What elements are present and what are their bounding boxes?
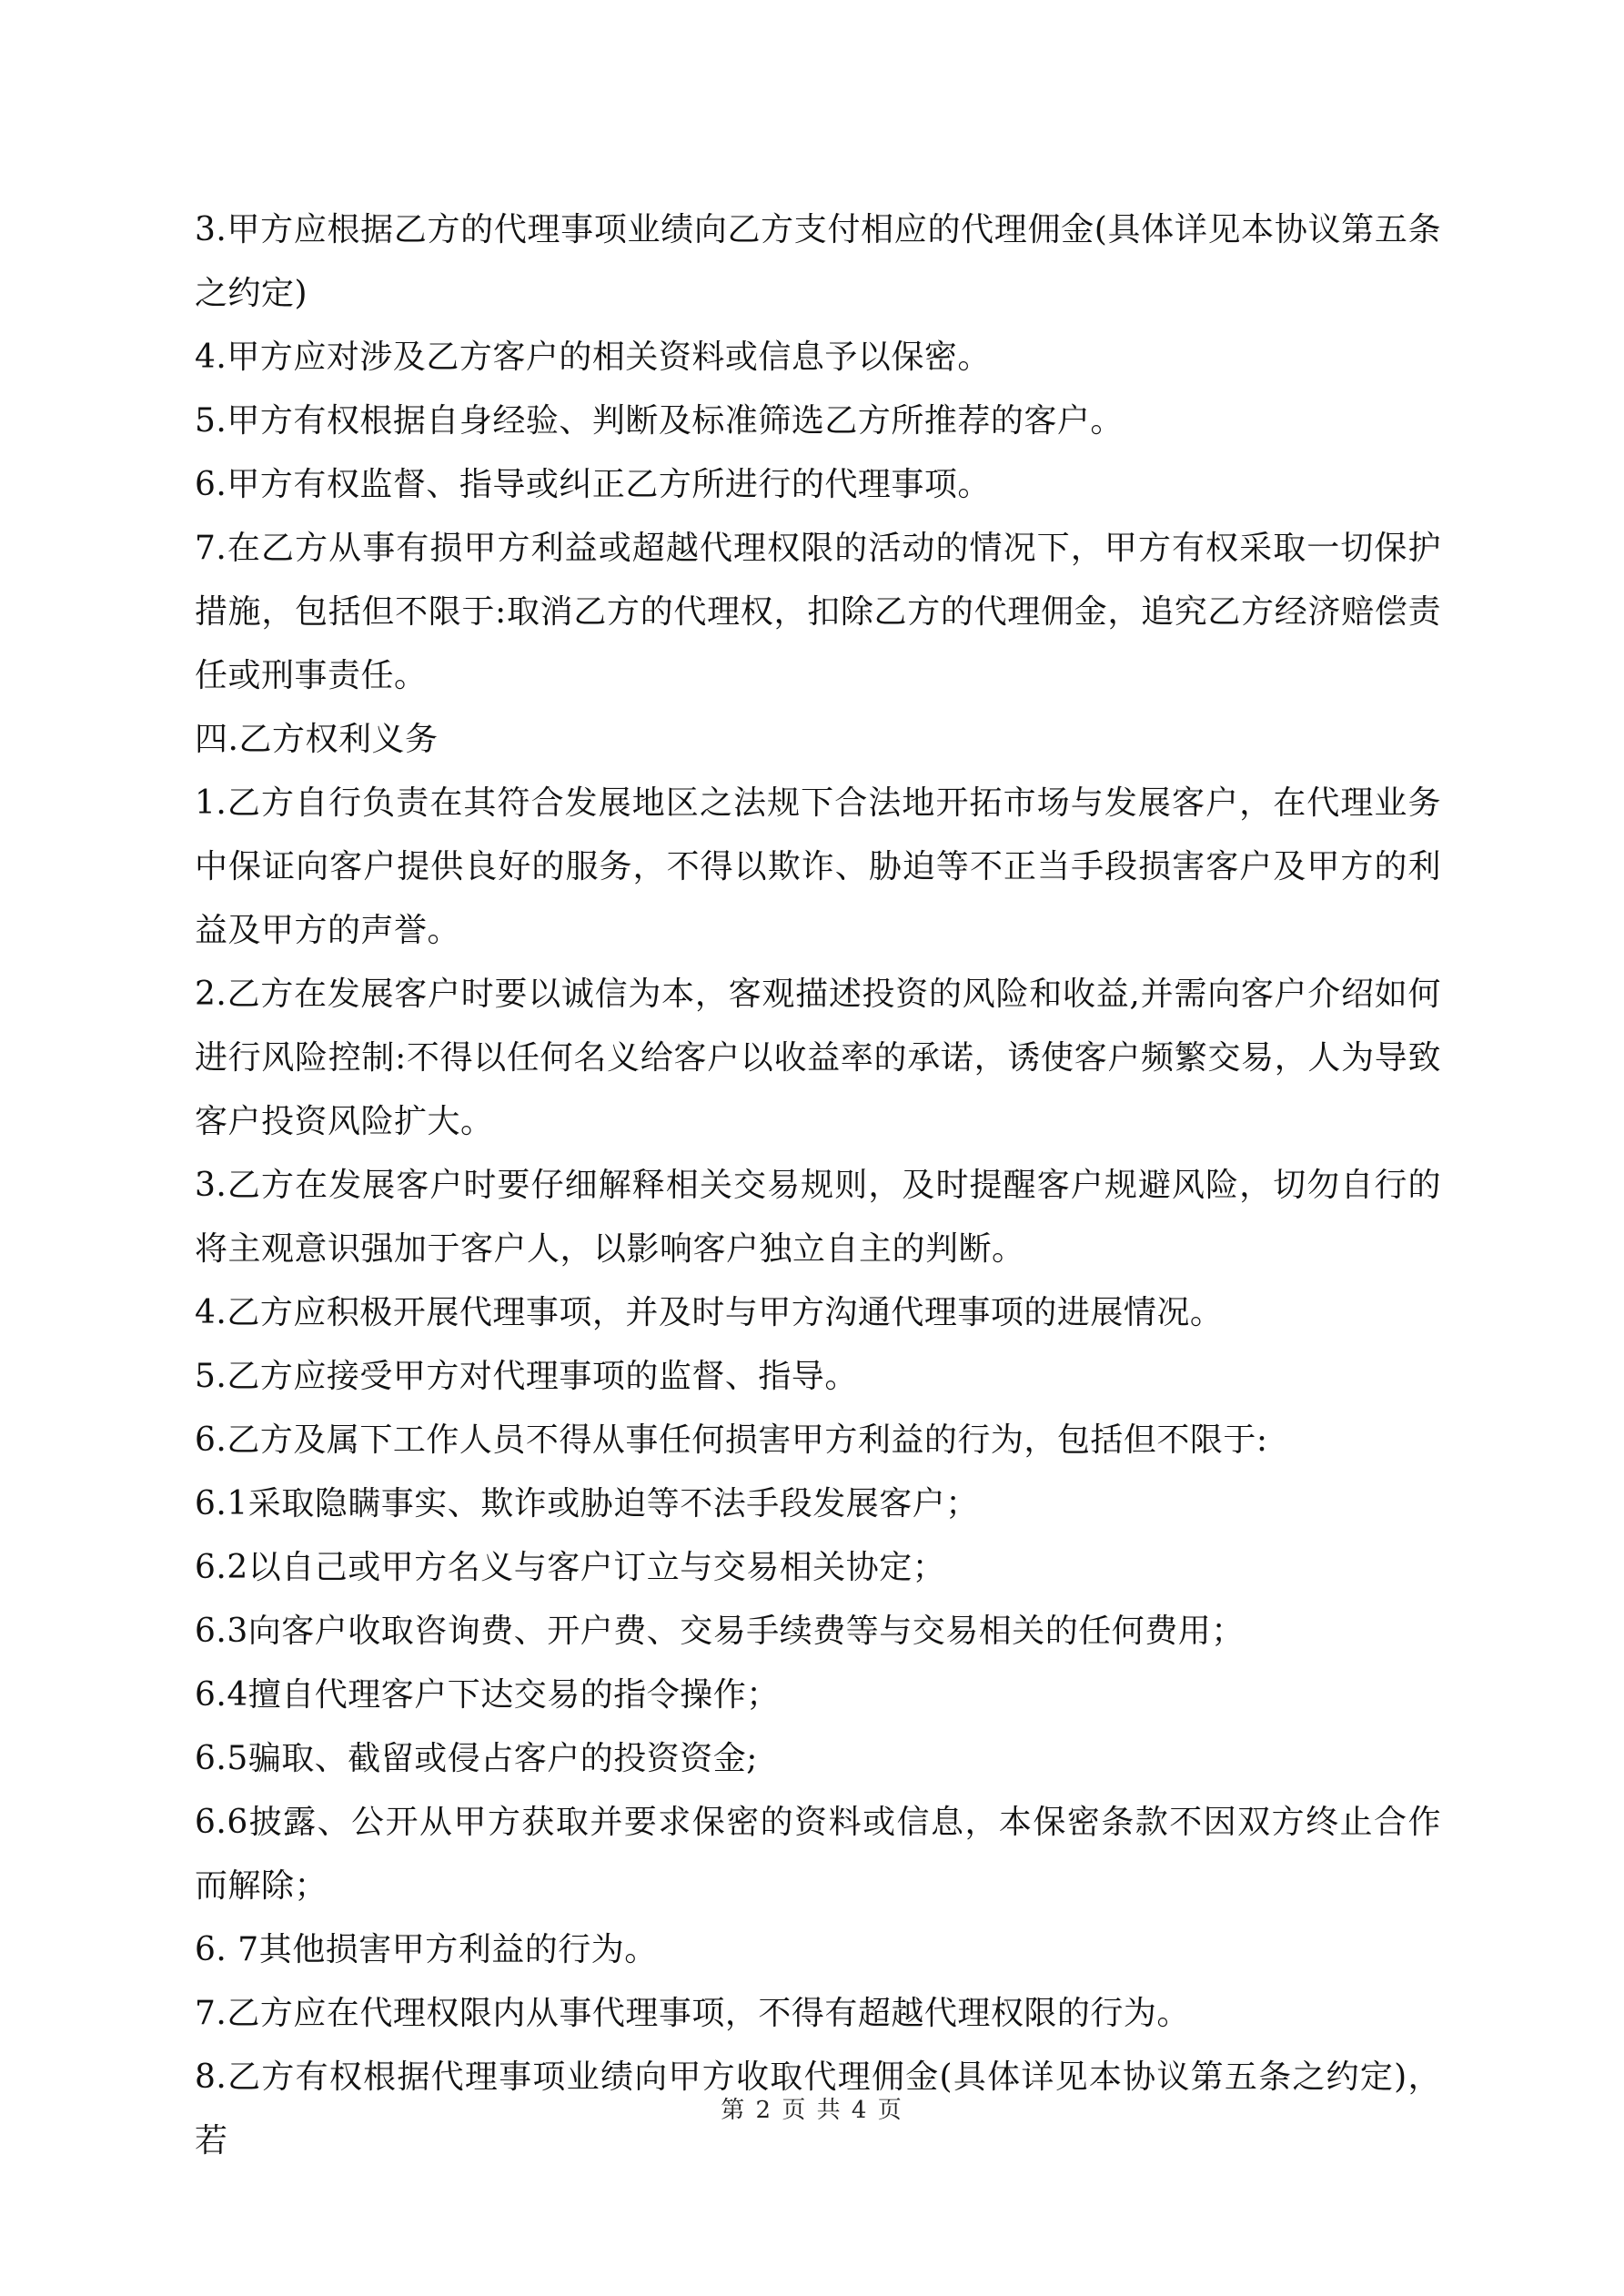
list-item: 6.6披露、公开从甲方获取并要求保密的资料或信息，本保密条款不因双方终止合作而解除；: [195, 1804, 1441, 1905]
page-number-footer: 第 2 页 共 4 页: [721, 2097, 903, 2124]
paragraph: 7.在乙方从事有损甲方利益或超越代理权限的活动的情况下，甲方有权采取一切保护措施，包括但不限于:取消乙方的代理权，扣除乙方的代理佣金，追究乙方经济赔偿责任或刑事责任。: [195, 530, 1441, 694]
paragraph: 2.乙方在发展客户时要以诚信为本，客观描述投资的风险和收益,并需向客户介绍如何进行风险控制:不得以任何名义给客户以收益率的承诺，诱使客户频繁交易，人为导致客户投资风险扩大。: [195, 976, 1441, 1140]
paragraph: 3.甲方应根据乙方的代理事项业绩向乙方支付相应的代理佣金(具体详见本协议第五条之约定): [195, 211, 1441, 312]
paragraph: 8.乙方有权根据代理事项业绩向甲方收取代理佣金(具体详见本协议第五条之约定)，若: [195, 2058, 1441, 2159]
paragraph: 5.甲方有权根据自身经验、判断及标准筛选乙方所推荐的客户。: [195, 402, 1124, 440]
document-body: [195, 198, 1441, 2173]
paragraph: 4.甲方应对涉及乙方客户的相关资料或信息予以保密。: [195, 339, 991, 376]
list-item: 6.3向客户收取咨询费、开户费、交易手续费等与交易相关的任何费用；: [195, 1613, 1245, 1650]
list-item: 6.2以自己或甲方名义与客户订立与交易相关协定；: [195, 1549, 946, 1586]
paragraph: 5.乙方应接受甲方对代理事项的监督、指导。: [195, 1358, 858, 1395]
paragraph: 7.乙方应在代理权限内从事代理事项，不得有超越代理权限的行为。: [195, 1995, 1190, 2032]
paragraph: 4.乙方应积极开展代理事项，并及时与甲方沟通代理事项的进展情况。: [195, 1294, 1224, 1331]
paragraph: 6.乙方及属下工作人员不得从事任何损害甲方利益的行为，包括但不限于:: [195, 1421, 1268, 1459]
paragraph: 6.甲方有权监督、指导或纠正乙方所进行的代理事项。: [195, 466, 991, 503]
list-item: 6.4擅自代理客户下达交易的指令操作；: [195, 1676, 780, 1714]
list-item: 6. 7其他损害甲方利益的行为。: [195, 1931, 658, 1968]
section-heading: 四.乙方权利义务: [195, 721, 439, 758]
paragraph: 1.乙方自行负责在其符合发展地区之法规下合法地开拓市场与发展客户，在代理业务中保证向客户提供良好的服务，不得以欺诈、胁迫等不正当手段损害客户及甲方的利益及甲方的声誉。: [195, 784, 1441, 949]
paragraph: 3.乙方在发展客户时要仔细解释相关交易规则，及时提醒客户规避风险，切勿自行的将主观意识强加于客户人，以影响客户独立自主的判断。: [195, 1167, 1441, 1268]
list-item: 6.1采取隐瞒事实、欺诈或胁迫等不法手段发展客户；: [195, 1485, 979, 1522]
list-item: 6.5骗取、截留或侵占客户的投资资金;: [195, 1740, 758, 1777]
